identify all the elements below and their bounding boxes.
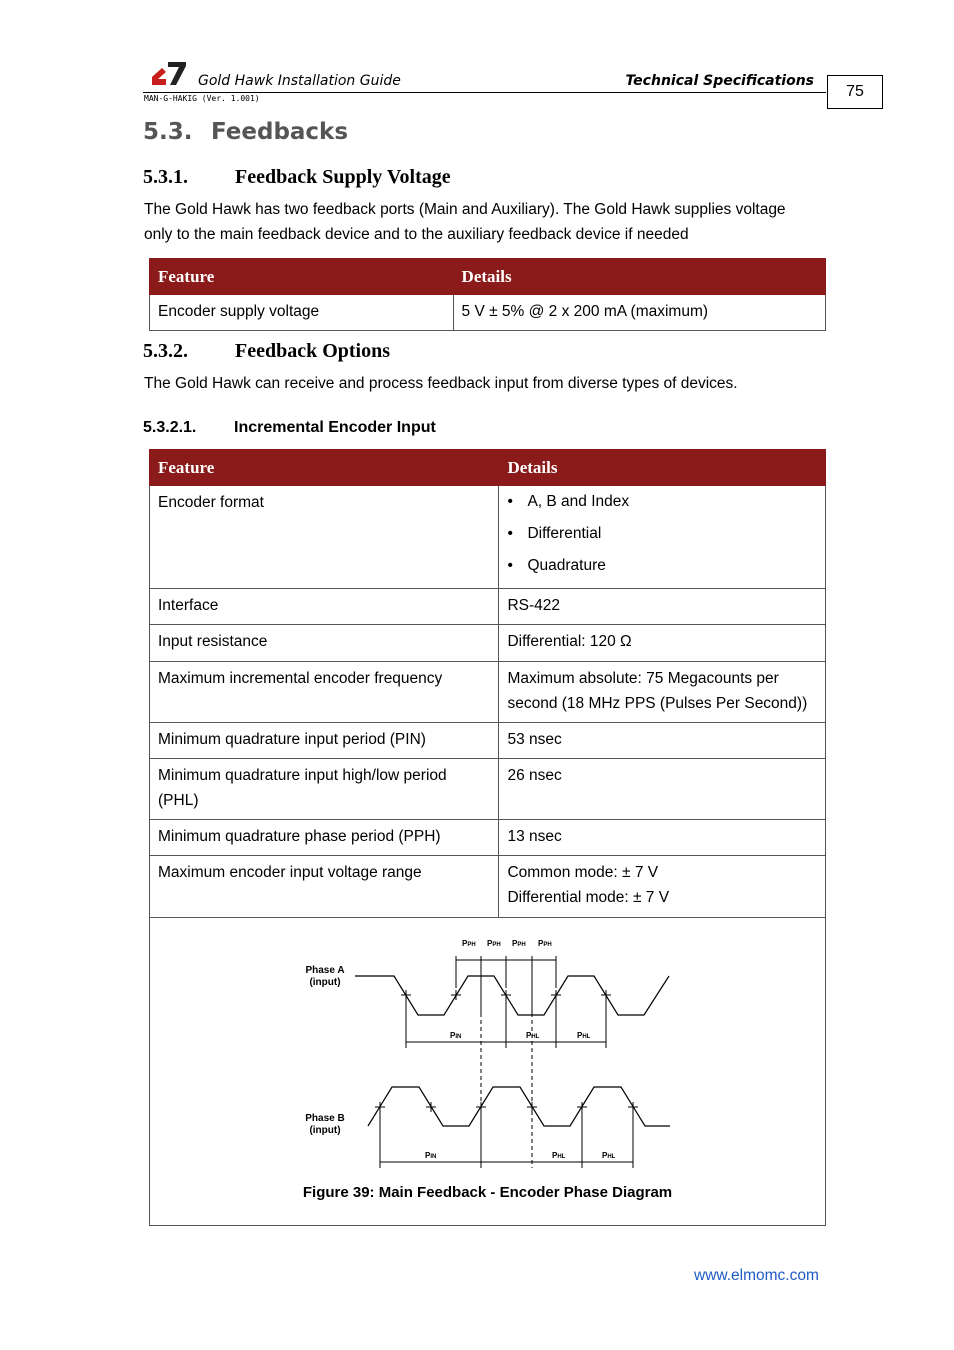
header-rule (143, 92, 826, 93)
list-item: • Quadrature (527, 550, 817, 582)
details-line: Common mode: ± 7 V (507, 864, 659, 881)
feature-cell: Maximum encoder input voltage range (150, 856, 499, 918)
phase-a-label-1: Phase A (305, 965, 345, 976)
column-header-details: Details (499, 450, 826, 486)
pph-label: PPH (538, 939, 552, 948)
page-number: 75 (827, 75, 883, 109)
table-header-row (150, 259, 826, 295)
incremental-number: 5.3.2.1. (143, 419, 197, 436)
feature-cell: Encoder format (150, 486, 499, 589)
header-title: Gold Hawk Installation Guide (198, 73, 401, 89)
table-row (150, 662, 826, 723)
section-title: Feedbacks (211, 119, 349, 145)
phl-label-a: PHL (526, 1031, 540, 1040)
supply-table (149, 258, 826, 331)
details-cell: RS-422 (499, 589, 826, 625)
supply-heading (143, 166, 451, 189)
pin-label-a: PIN (450, 1031, 462, 1040)
details-cell: 5 V ± 5% @ 2 x 200 mA (maximum) (453, 295, 825, 331)
details-cell: 26 nsec (499, 759, 826, 820)
column-header-feature: Feature (150, 450, 499, 486)
section-heading (143, 119, 348, 145)
details-cell (499, 486, 826, 589)
details-line: Maximum absolute: 75 Megacounts per (507, 670, 779, 687)
column-header-feature: Feature (150, 259, 454, 295)
encoder-phase-diagram (150, 918, 825, 1178)
table-row (150, 723, 826, 759)
supply-line-1: The Gold Hawk has two feedback ports (Main and Auxiliary). The Gold Hawk supplies voltage (144, 201, 786, 218)
footer-website-link[interactable]: www.elmomc.com (694, 1267, 819, 1284)
phase-b-waveform (368, 1087, 670, 1126)
pph-label: PPH (487, 939, 501, 948)
list-item: • A, B and Index (527, 486, 817, 518)
incremental-heading (143, 419, 436, 437)
details-line: second (18 MHz PPS (Pulses Per Second)) (507, 695, 808, 712)
phase-a-dimension-lines (406, 998, 606, 1048)
phase-b-crossing-marks (375, 1102, 638, 1112)
options-paragraph: The Gold Hawk can receive and process feedback input from diverse types of devices. (144, 375, 738, 392)
table-row (150, 820, 826, 856)
figure-row (150, 918, 826, 1226)
supply-number: 5.3.1. (143, 166, 188, 188)
section-number: 5.3. (143, 119, 193, 145)
feature-cell: Maximum incremental encoder frequency (150, 662, 499, 723)
phase-b-label-1: Phase B (305, 1113, 345, 1124)
details-cell (499, 856, 826, 918)
pph-label: PPH (462, 939, 476, 948)
phase-a-label-2: (input) (309, 977, 341, 988)
table-row (150, 625, 826, 662)
feature-cell: Minimum quadrature phase period (PPH) (150, 820, 499, 856)
options-title: Feedback Options (235, 340, 391, 362)
feature-line: (PHL) (158, 792, 199, 809)
table-row (150, 295, 826, 331)
feature-cell: Input resistance (150, 625, 499, 662)
supply-line-2: only to the main feedback device and to the auxiliary feedback device if needed (144, 226, 689, 243)
supply-paragraph (144, 197, 834, 247)
figure-cell (150, 918, 826, 1226)
feature-cell: Encoder supply voltage (150, 295, 454, 331)
details-cell: 53 nsec (499, 723, 826, 759)
pph-label: PPH (512, 939, 526, 948)
table-row (150, 856, 826, 918)
pin-label-b: PIN (425, 1151, 437, 1160)
phase-b-dimension-lines (380, 1110, 633, 1168)
supply-title: Feedback Supply Voltage (235, 166, 451, 188)
details-line: Differential mode: ± 7 V (507, 889, 670, 906)
table-header-row (150, 450, 826, 486)
header-section: Technical Specifications (625, 73, 814, 89)
incremental-title: Incremental Encoder Input (234, 419, 436, 436)
elmo-logo (148, 59, 188, 87)
feature-cell: Minimum quadrature input period (PIN) (150, 723, 499, 759)
list-item: • Differential (527, 518, 817, 550)
figure-caption: Figure 39: Main Feedback - Encoder Phase Diagram (302, 1184, 673, 1201)
table-row (150, 759, 826, 820)
feature-line: Minimum quadrature input high/low period (158, 767, 447, 784)
phase-b-label-2: (input) (309, 1125, 341, 1136)
column-header-details: Details (453, 259, 825, 295)
phl-label-a: PHL (577, 1031, 591, 1040)
table-row (150, 589, 826, 625)
table-row (150, 486, 826, 589)
options-number: 5.3.2. (143, 340, 188, 362)
details-cell (499, 662, 826, 723)
encoder-format-list (507, 486, 817, 582)
phl-label-b: PHL (552, 1151, 566, 1160)
details-cell: 13 nsec (499, 820, 826, 856)
feature-cell (150, 759, 499, 820)
incremental-table (149, 449, 826, 1226)
options-heading (143, 340, 390, 363)
details-cell: Differential: 120 Ω (499, 625, 826, 662)
feature-cell: Interface (150, 589, 499, 625)
phl-label-b: PHL (602, 1151, 616, 1160)
header-doc-id: MAN-G-HAKIG (Ver. 1.001) (144, 94, 260, 103)
